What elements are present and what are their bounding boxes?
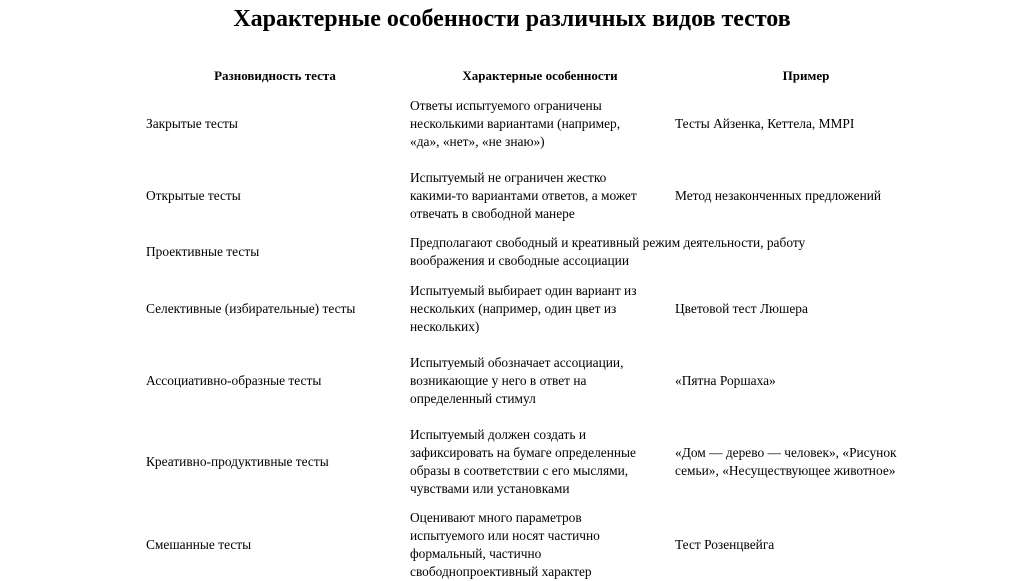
row-5-features — [410, 426, 636, 498]
row-6-features-line: Оценивают много параметров — [410, 510, 582, 525]
row-4-type: Ассоциативно-образные тесты — [146, 373, 322, 388]
row-1-example — [675, 187, 881, 205]
row-1-features-line: Испытуемый не ограничен жестко — [410, 170, 607, 185]
column-header-type: Разновидность теста — [214, 68, 336, 83]
row-3-features — [410, 282, 637, 336]
row-5-example-line: семьи», «Несуществующее животное» — [675, 463, 896, 478]
row-1-features-line: отвечать в свободной манере — [410, 206, 575, 221]
row-4-features-line: определенный стимул — [410, 391, 536, 406]
row-2-features — [410, 234, 805, 270]
row-4-features-line: возникающие у него в ответ на — [410, 373, 587, 388]
row-5-example — [675, 444, 897, 480]
row-4-example — [675, 372, 776, 390]
row-5-type: Креативно-продуктивные тесты — [146, 454, 329, 469]
row-2-features-line: Предполагают свободный и креативный режим деятельности, работу — [410, 235, 806, 250]
page-title: Характерные особенности различных видов тестов — [233, 6, 791, 32]
row-3-type: Селективные (избирательные) тесты — [146, 301, 356, 316]
row-6-features — [410, 509, 600, 581]
row-1-example-line: Метод незаконченных предложений — [675, 188, 882, 203]
row-4-features — [410, 354, 623, 408]
row-3-example-line: Цветовой тест Люшера — [675, 301, 808, 316]
row-3-features-line: нескольких (например, один цвет из — [410, 301, 617, 316]
row-4-features-line: Испытуемый обозначает ассоциации, — [410, 355, 624, 370]
row-6-features-line: свободнопроективный характер — [410, 564, 592, 579]
row-1-type: Открытые тесты — [146, 188, 241, 203]
row-5-features-line: Испытуемый должен создать и — [410, 427, 587, 442]
row-1-features-line: какими-то вариантами ответов, а может — [410, 188, 637, 203]
row-0-features-line: «да», «нет», «не знаю») — [410, 134, 545, 149]
row-0-features — [410, 97, 620, 151]
row-2-type: Проективные тесты — [146, 244, 260, 259]
row-6-features-line: испытуемого или носят частично — [410, 528, 600, 543]
row-3-example — [675, 300, 808, 318]
row-6-example-line: Тест Розенцвейга — [675, 537, 775, 552]
row-1-features — [410, 169, 637, 223]
row-4-example-line: «Пятна Роршаха» — [675, 373, 776, 388]
row-0-features-line: Ответы испытуемого ограничены — [410, 98, 602, 113]
row-6-example — [675, 536, 774, 554]
row-6-type: Смешанные тесты — [146, 537, 252, 552]
row-3-features-line: Испытуемый выбирает один вариант из — [410, 283, 637, 298]
row-5-features-line: зафиксировать на бумаге определенные — [410, 445, 636, 460]
row-3-features-line: нескольких) — [410, 319, 480, 334]
row-2-features-line: воображения и свободные ассоциации — [410, 253, 630, 268]
row-5-features-line: чувствами или установками — [410, 481, 570, 496]
row-0-type: Закрытые тесты — [146, 116, 238, 131]
column-header-example: Пример — [782, 68, 830, 83]
row-0-example — [675, 115, 854, 133]
row-6-features-line: формальный, частично — [410, 546, 542, 561]
row-5-features-line: образы в соответствии с его мыслями, — [410, 463, 629, 478]
row-5-example-line: «Дом — дерево — человек», «Рисунок — [675, 445, 897, 460]
row-0-example-line: Тесты Айзенка, Кеттела, MMPI — [675, 116, 855, 131]
column-header-features: Характерные особенности — [462, 68, 618, 83]
row-0-features-line: несколькими вариантами (например, — [410, 116, 621, 131]
